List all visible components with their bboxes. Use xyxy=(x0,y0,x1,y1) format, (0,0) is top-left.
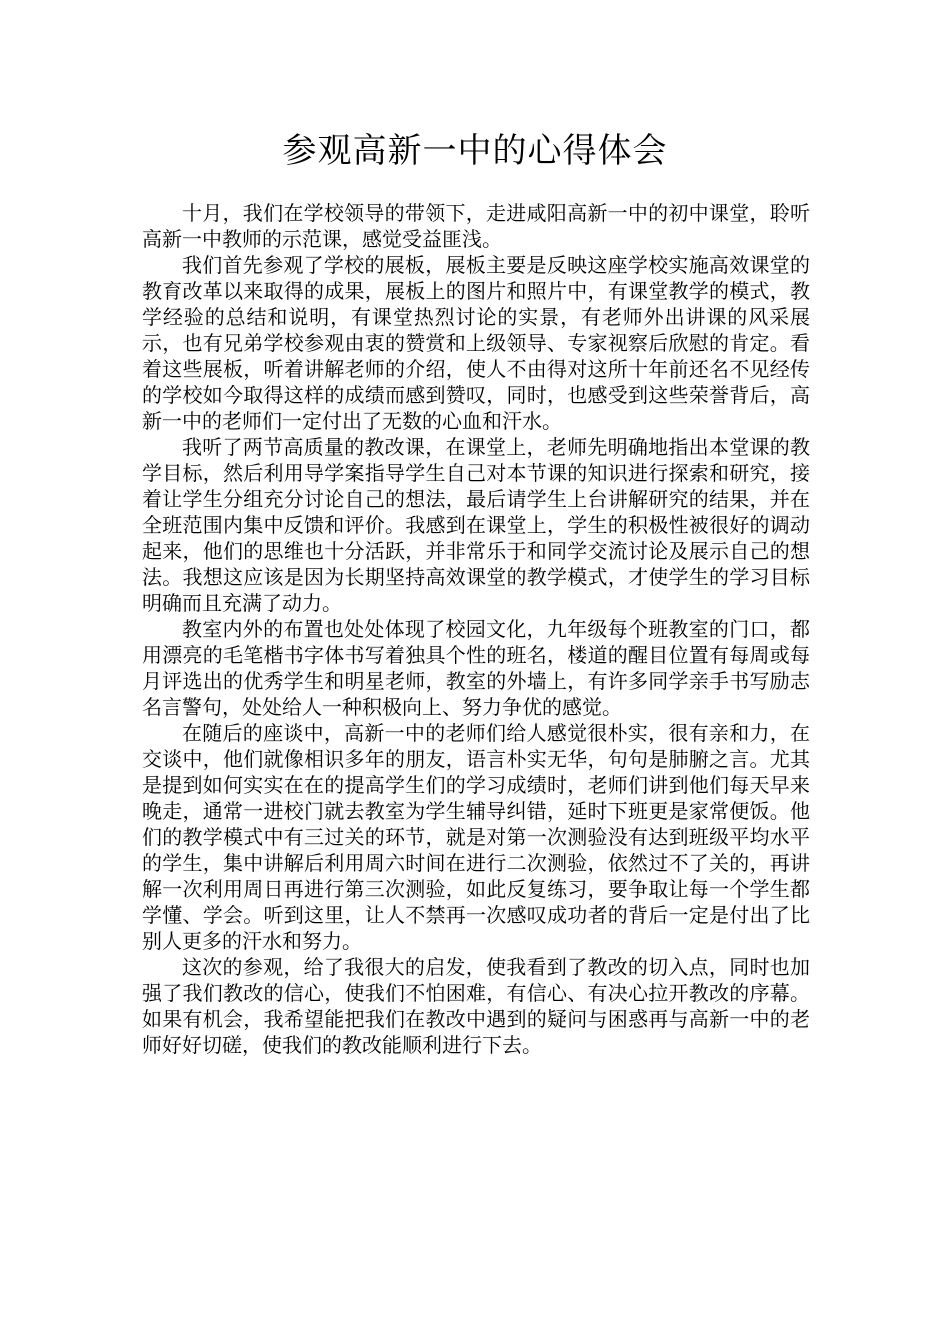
paragraph-6: 这次的参观，给了我很大的启发，使我看到了教改的切入点，同时也加强了我们教改的信心，使我们不怕困难，有信心、有决心拉开教改的序幕。如果有机会，我希望能把我们在教改中遇到的疑问与困惑再与高新一中的老师好好切磋，使我们的教改能顺利进行下去。 xyxy=(142,955,810,1057)
paragraph-4: 教室内外的布置也处处体现了校园文化，九年级每个班教室的门口，都用漂亮的毛笔楷书字体书写着独具个性的班名，楼道的醒目位置有每周或每月评选出的优秀学生和明星老师，教室的外墙上，有许多同学亲手书写励志名言警句，处处给人一种积极向上、努力争优的感觉。 xyxy=(142,617,810,719)
paragraph-2: 我们首先参观了学校的展板，展板主要是反映这座学校实施高效课堂的教育改革以来取得的成果，展板上的图片和照片中，有课堂教学的模式，教学经验的总结和说明，有课堂热烈讨论的实景，有老师外出讲课的风采展示，也有兄弟学校参观由衷的赞赏和上级领导、专家视察后欣慰的肯定。看着这些展板，听着讲解老师的介绍，使人不由得对这所十年前还名不见经传的学校如今取得这样的成绩而感到赞叹，同时，也感受到这些荣誉背后，高新一中的老师们一定付出了无数的心血和汗水。 xyxy=(142,253,810,433)
document-title: 参观高新一中的心得体会 xyxy=(282,131,668,171)
paragraph-3: 我听了两节高质量的教改课，在课堂上，老师先明确地指出本堂课的教学目标，然后利用导学案指导学生自己对本节课的知识进行探索和研究，接着让学生分组充分讨论自己的想法，最后请学生上台讲解研究的结果，并在全班范围内集中反馈和评价。我感到在课堂上，学生的积极性被很好的调动起来，他们的思维也十分活跃，并非常乐于和同学交流讨论及展示自己的想法。我想这应该是因为长期坚持高效课堂的教学模式，才使学生的学习目标明确而且充满了动力。 xyxy=(142,435,810,615)
document-body xyxy=(142,200,810,1058)
paragraph-5: 在随后的座谈中，高新一中的老师们给人感觉很朴实，很有亲和力，在交谈中，他们就像相识多年的朋友，语言朴实无华，句句是肺腑之言。尤其是提到如何实实在在的提高学生们的学习成绩时，老师们讲到他们每天早来晚走，通常一进校门就去教室为学生辅导纠错，延时下班更是家常便饭。他们的教学模式中有三过关的环节，就是对第一次测验没有达到班级平均水平的学生，集中讲解后利用周六时间在进行二次测验，依然过不了关的，再讲解一次利用周日再进行第三次测验，如此反复练习，要争取让每一个学生都学懂、学会。听到这里，让人不禁再一次感叹成功者的背后一定是付出了比别人更多的汗水和努力。 xyxy=(142,721,810,953)
paragraph-1: 十月，我们在学校领导的带领下，走进咸阳高新一中的初中课堂，聆听高新一中教师的示范课，感觉受益匪浅。 xyxy=(142,201,810,251)
